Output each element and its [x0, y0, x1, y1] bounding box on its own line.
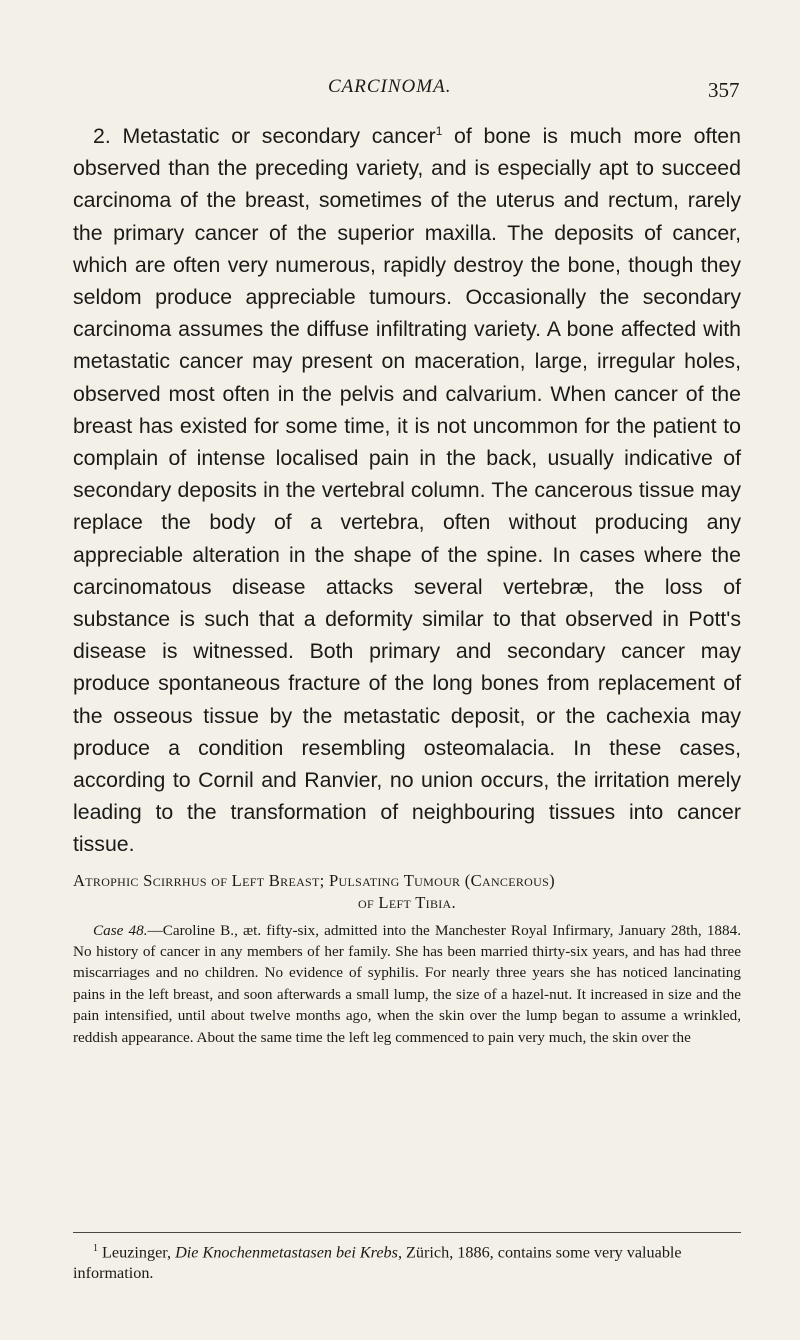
- case-paragraph: [73, 920, 741, 1048]
- page-number: 357: [708, 78, 740, 102]
- page-header: [0, 76, 800, 106]
- case-heading-line-1: Atrophic Scirrhus of Left Breast; Pulsating Tumour (Cancerous): [73, 870, 555, 890]
- case-label: Case 48.: [93, 921, 148, 939]
- footnote-divider: [73, 1232, 741, 1233]
- main-paragraph: [73, 120, 741, 861]
- main-paragraph-start: 2. Metastatic or secondary cancer: [93, 124, 436, 148]
- footnote-author: Leuzinger,: [98, 1243, 176, 1262]
- running-title: CARCINOMA.: [328, 76, 452, 97]
- footnote-title: Die Knochenmetastasen bei Krebs: [175, 1243, 398, 1262]
- footnote-reference: 1: [435, 123, 443, 138]
- body-text: [73, 120, 741, 1048]
- case-heading: [73, 870, 741, 914]
- footnote-marker: 1: [93, 1243, 98, 1254]
- footnote: [73, 1238, 741, 1284]
- case-text: —Caroline B., æt. fifty-six, admitted into the Manchester Royal Infirmary, January 28th, 1884. No history of cancer in any members of her family. She has been married thirty-six years, and has had three miscarriages and no children. No evidence of syphilis. For nearly three years she has noticed lancinating pains in the left breast, and soon afterwards a small lump, the size of a hazel-nut. It increased in size and the pain intensified, until about twelve months ago, when the skin over the lump began to assume a wrinkled, reddish appearance. About the same time the left leg commenced to pain very much, the skin over the: [73, 921, 742, 1046]
- main-paragraph-rest: of bone is much more often observed than the preceding variety, and is especially apt to succeed carcinoma of the breast, sometimes of the uterus and rectum, rarely the primary cancer of the superior maxilla. The deposits of cancer, which are often very numerous, rapidly destroy the bone, though they seldom produce appreciable tumours. Occasionally the secondary carcinoma assumes the diffuse infiltrating variety. A bone affected with metastatic cancer may present on maceration, large, irregular holes, observed most often in the pelvis and calvarium. When cancer of the breast has existed for some time, it is not uncommon for the patient to complain of intense localised pain in the back, usually indicative of secondary deposits in the vertebral column. The cancerous tissue may replace the body of a vertebra, often without producing any appreciable alteration in the shape of the spine. In cases where the carcinomatous disease attacks several vertebræ, the loss of substance is such that a deformity similar to that observed in Pott's disease is witnessed. Both primary and secondary cancer may produce spontaneous fracture of the long bones from replacement of the osseous tissue by the metastatic deposit, or the cachexia may produce a condition resembling osteomalacia. In these cases, according to Cornil and Ranvier, no union occurs, the irritation merely leading to the transformation of neighbouring tissues into cancer tissue.: [73, 124, 741, 857]
- footnote-rest: , Zürich, 1886, contains some very valuable information.: [73, 1243, 682, 1283]
- case-heading-line-2: of Left Tibia.: [358, 892, 456, 912]
